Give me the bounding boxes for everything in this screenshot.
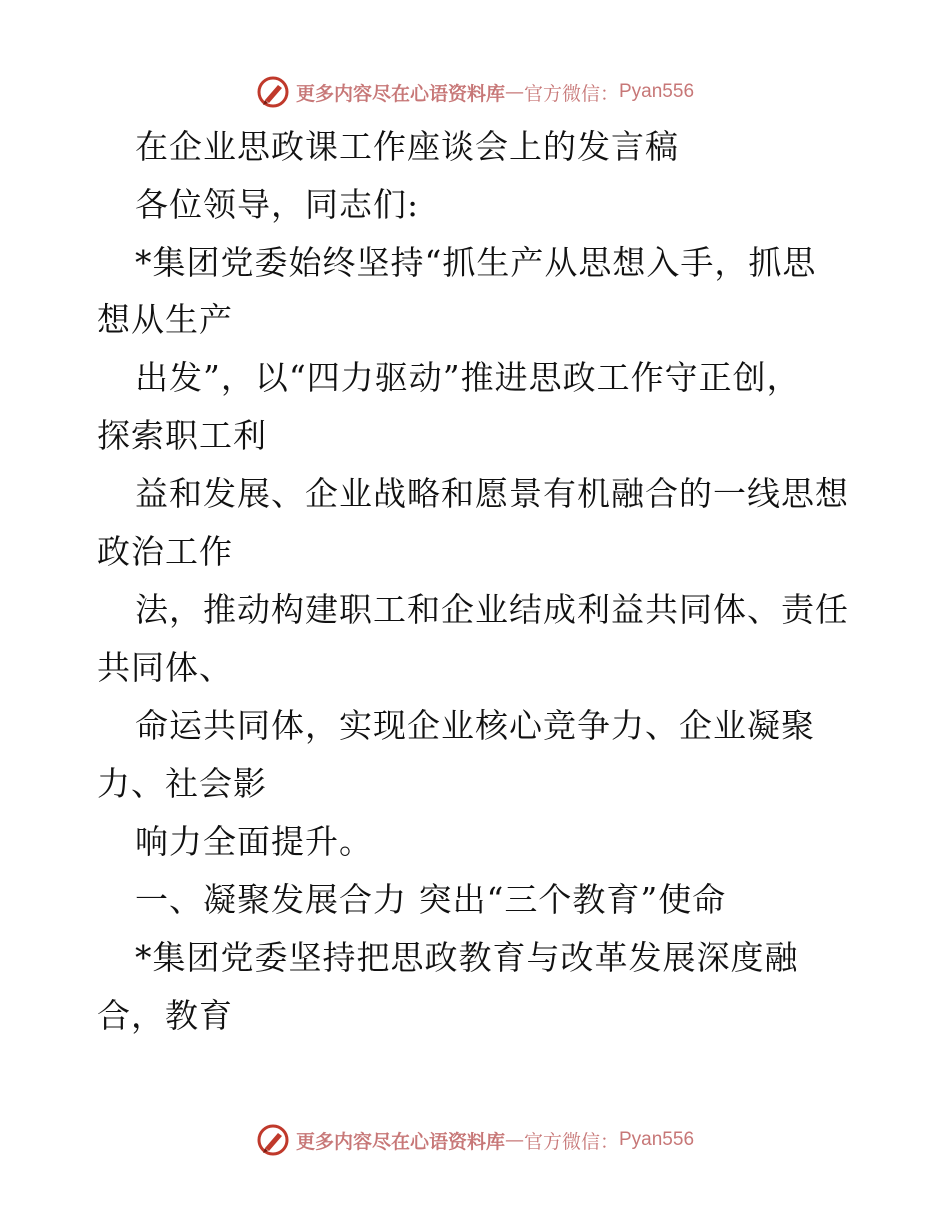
paragraph-line: *集团党委始终坚持“抓生产从思想入手，抓思: [135, 243, 817, 282]
paragraph-line: 合，教育: [97, 996, 233, 1035]
watermark-text: 更多内容尽在心语资料库: [295, 82, 505, 105]
paragraph-line: 法，推动构建职工和企业结成利益共同体、责任: [135, 590, 849, 629]
paragraph-line: *集团党委坚持把思政教育与改革发展深度融: [135, 938, 799, 977]
paragraph-line: 共同体、: [97, 648, 233, 687]
watermark-id: Pyan556: [619, 1129, 695, 1150]
paragraph-line: 出发”，以“四力驱动”推进思政工作守正创，: [135, 358, 801, 397]
paragraph-line: 想从生产: [97, 300, 233, 339]
paragraph-line: 力、社会影: [97, 764, 267, 803]
paragraph-line: 政治工作: [97, 532, 233, 571]
watermark-text: 更多内容尽在心语资料库: [295, 1130, 505, 1153]
pen-circle-logo-icon: [256, 75, 290, 109]
pen-circle-logo-icon: [256, 1123, 290, 1157]
watermark-label: 官方微信：: [523, 1130, 619, 1153]
paragraph-line: 响力全面提升。: [135, 822, 373, 861]
document-title: 在企业思政课工作座谈会上的发言稿: [135, 127, 679, 166]
salutation: 各位领导，同志们:: [135, 185, 420, 224]
paragraph-line: 探索职工利: [97, 416, 267, 455]
header-watermark: [0, 72, 950, 112]
watermark-label: 官方微信：: [523, 82, 619, 105]
watermark-id: Pyan556: [619, 81, 695, 102]
section-heading: 一、凝聚发展合力 突出“三个教育”使命: [135, 880, 727, 919]
paragraph-line: 益和发展、企业战略和愿景有机融合的一线思想: [135, 474, 849, 513]
watermark-separator: —: [504, 81, 524, 103]
paragraph-line: 命运共同体，实现企业核心竞争力、企业凝聚: [135, 706, 815, 745]
watermark-separator: —: [504, 1129, 524, 1151]
footer-watermark: [0, 1120, 950, 1160]
